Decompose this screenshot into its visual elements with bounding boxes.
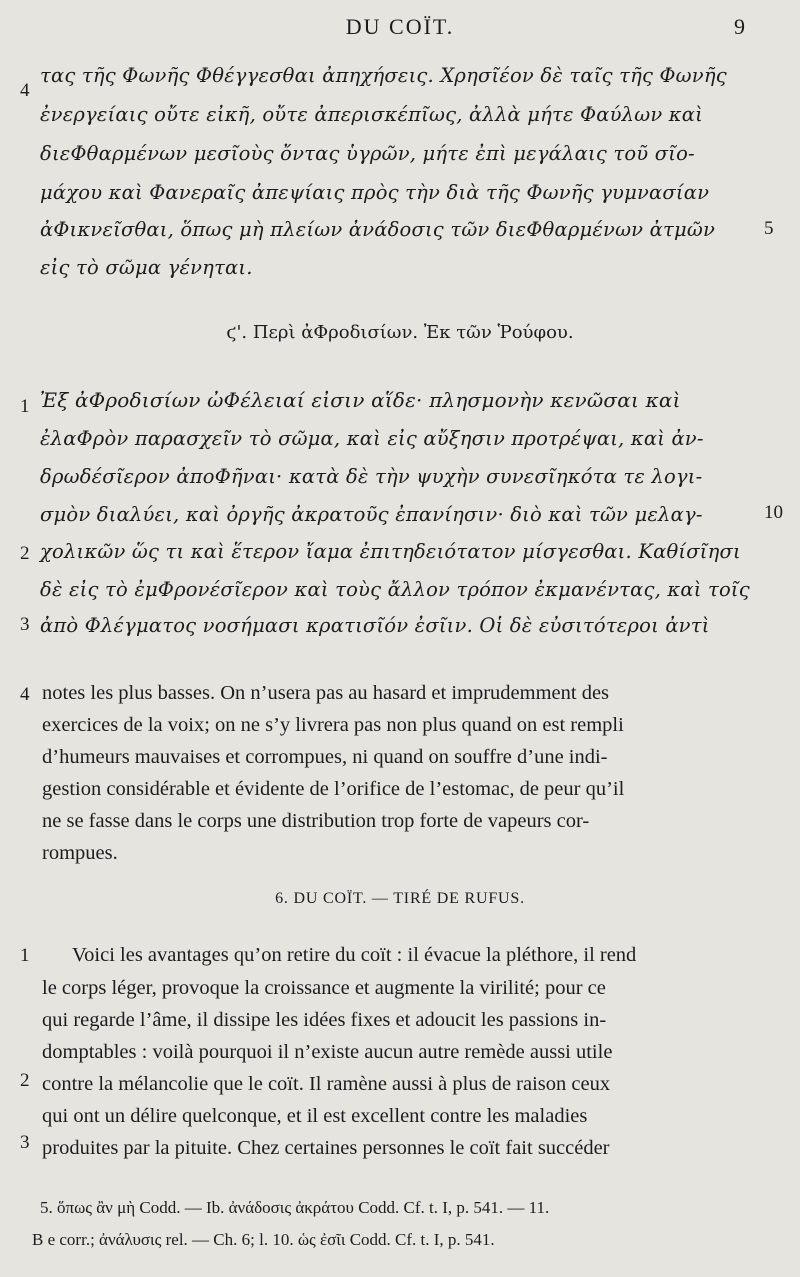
running-header: DU COÏT. — [345, 14, 455, 39]
greek-line: χολικῶν ὥς τι καὶ ἕτερον ἴαμα ἐπιτηδειότατον μίσγεσθαι. Καθίσῖησι — [40, 540, 741, 563]
french-line: Voici les avantages qu’on retire du coït : il évacue la pléthore, il rend — [72, 944, 637, 966]
french-line: le corps léger, provoque la croissance et augmente la virilité; pour ce — [42, 977, 606, 999]
french-line: domptables : voilà pourquoi il n’existe aucun autre remède aussi utile — [42, 1041, 613, 1063]
greek-line: ἐνεργείαις οὔτε εἰκῆ, οὔτε ἀπερισκέπῖως, ἀλλὰ μήτε Φαύλων καὶ — [40, 103, 703, 126]
margin-number: 1 — [20, 396, 30, 417]
greek-line: δρωδέσῖερον ἀποΦῆναι· κατὰ δὲ τὴν ψυχὴν συνεσῖηκότα τε λογι- — [40, 465, 703, 488]
french-line: rompues. — [42, 842, 118, 864]
margin-line-number: 5 — [764, 218, 774, 239]
margin-number: 4 — [20, 80, 30, 101]
greek-line: μάχου καὶ Φανεραῖς ἀπεψίαις πρὸς τὴν διὰ τῆς Φωνῆς γυμνασίαν — [40, 181, 710, 204]
french-line: notes les plus basses. On n’usera pas au hasard et imprudemment des — [42, 682, 610, 704]
french-line: exercices de la voix; on ne s’y livrera pas non plus quand on est rempli — [42, 714, 624, 736]
french-line: produites par la pituite. Chez certaines personnes le coït fait succéder — [42, 1137, 610, 1159]
greek-line: διεΦθαρμένων μεσῖοὺς ὄντας ὑγρῶν, μήτε ἐπὶ μεγάλαις τοῦ σῖο- — [40, 142, 695, 165]
greek-line: εἰς τὸ σῶμα γένηται. — [40, 256, 253, 279]
margin-number: 2 — [20, 1070, 30, 1091]
greek-line: ἀΦικνεῖσθαι, ὅπως μὴ πλείων ἀνάδοσις τῶν διεΦθαρμένων ἀτμῶν — [40, 218, 716, 241]
margin-number: 3 — [20, 1132, 30, 1153]
greek-section-heading: ϛ'. Περὶ ἀΦροδισίων. Ἐκ τῶν Ῥούφου. — [226, 322, 574, 343]
french-line: qui regarde l’âme, il dissipe les idées fixes et adoucit les passions in- — [42, 1009, 607, 1031]
footnote-line: 5. ὅπως ἂν μὴ Codd. — Ib. ἀνάδοσις ἀκράτου Codd. Cf. t. I, p. 541. — 11. — [40, 1198, 550, 1217]
french-line: d’humeurs mauvaises et corrompues, ni quand on souffre d’une indi- — [42, 746, 608, 768]
margin-number: 1 — [20, 945, 30, 966]
greek-line: Ἐξ ἀΦροδισίων ὠΦέλειαί εἰσιν αἵδε· πλησμονὴν κενῶσαι καὶ — [40, 388, 681, 412]
greek-line: τας τῆς Φωνῆς Φθέγγεσθαι ἀπηχήσεις. Χρησῖέον δὲ ταῖς τῆς Φωνῆς — [40, 64, 727, 87]
margin-number: 4 — [20, 684, 30, 705]
margin-number: 2 — [20, 543, 30, 564]
french-line: gestion considérable et évidente de l’orifice de l’estomac, de peur qu’il — [42, 778, 625, 800]
french-line: contre la mélancolie que le coït. Il ramène aussi à plus de raison ceux — [42, 1073, 611, 1095]
french-section-heading: 6. DU COÏT. — TIRÉ DE RUFUS. — [275, 890, 525, 907]
french-line: qui ont un délire quelconque, et il est excellent contre les maladies — [42, 1105, 588, 1127]
greek-line: ἀπὸ Φλέγματος νοσήμασι κρατισῖόν ἐσῖιν. Οἱ δὲ εὐσιτότεροι ἀντὶ — [40, 614, 710, 637]
footnote-line: B e corr.; ἀνάλυσις rel. — Ch. 6; l. 10. ὡς ἐσῖι Codd. Cf. t. I, p. 541. — [32, 1230, 495, 1249]
greek-line: σμὸν διαλύει, καὶ ὀργῆς ἀκρατοῦς ἐπανίησιν· διὸ καὶ τῶν μελαγ- — [40, 503, 703, 526]
page-number: 9 — [734, 14, 745, 39]
french-line: ne se fasse dans le corps une distribution trop forte de vapeurs cor- — [42, 810, 590, 832]
margin-number: 3 — [20, 614, 30, 635]
greek-line: δὲ εἰς τὸ ἐμΦρονέσῖερον καὶ τοὺς ἄλλον τρόπον ἐκμανέντας, καὶ τοῖς — [40, 578, 750, 601]
greek-line: ἐλαΦρὸν παρασχεῖν τὸ σῶμα, καὶ εἰς αὔξησιν προτρέψαι, καὶ ἀν- — [40, 427, 704, 450]
margin-line-number: 10 — [764, 502, 783, 523]
